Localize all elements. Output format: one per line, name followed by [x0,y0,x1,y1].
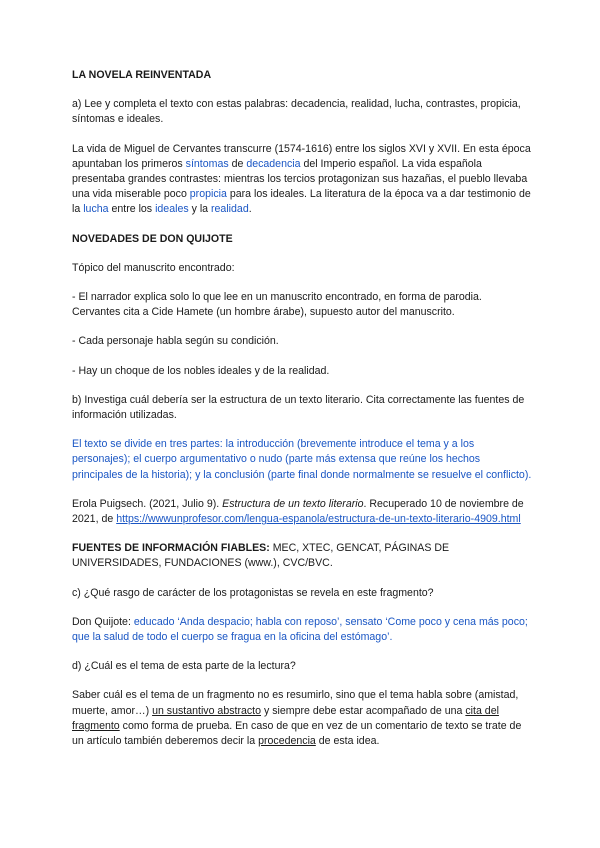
para-text: para los ideales. La literatura de la época va a dar testimonio de la [72,188,531,216]
citation-work: Estructura de un texto literario [222,497,364,510]
bullet-item: - Cada personaje habla según su condición. [72,335,279,348]
question-d: d) ¿Cuál es el tema de esta parte de la lectura? [72,660,296,673]
filled-word: decadencia [246,157,301,170]
para-text: . [248,203,252,216]
answer-b: El texto se divide en tres partes: la introducción (brevemente introduce el tema y a los personajes); el cuerpo argumentativo o nudo (parte más extensa que reúne los hechos principales de la historia); y la conclusión (parte final donde normalmente se resuelve el conflicto). [72,438,532,481]
answer-c-text: educado ‘Anda despacio; habla con reposo’, sensato ‘Come poco y cena más poco; que la salud de todo el cuerpo se fragua en la oficina del estómago’. [72,615,528,644]
question-a: a) Lee y completa el texto con estas palabras: decadencia, realidad, lucha, contrastes, propicia, síntomas e ideales. [72,98,521,126]
filled-word: síntomas [185,157,229,170]
underlined-term: cita del fragmento [72,704,499,732]
document-page [72,68,532,749]
underlined-term: un sustantivo abstracto [152,704,262,717]
answer-d-text: Saber cuál es el tema de un fragmento no es resumirlo, sino que el tema habla sobre (amistad, muerte, amor…) [72,689,519,717]
section-title-novela: LA NOVELA REINVENTADA [72,69,212,81]
question-c: c) ¿Qué rasgo de carácter de los protagonistas se revela en este fragmento? [72,586,434,599]
answer-c [72,615,532,645]
answer-d [72,688,532,749]
answer-d-text: como forma de prueba. En caso de que en vez de un comentario de texto se trate de un artículo también deberemos decir la [72,719,522,748]
answer-d-text: y siempre debe estar acompañado de una [261,704,466,717]
section-title-novedades: NOVEDADES DE DON QUIJOTE [72,232,233,245]
citation-link[interactable]: https://wwwunprofesor.com/lengua-espanola/estructura-de-un-texto-literario-4909.html [116,513,521,526]
para-text: entre los [108,203,156,216]
fuentes-text: MEC, XTEC, GENCAT, PÁGINAS DE UNIVERSIDADES, FUNDACIONES (www.), CVC/BVC. [72,542,450,570]
fuentes-note [72,541,532,571]
answer-d-text: de esta idea. [315,735,380,748]
para-text: del Imperio español. La vida española presentaba grandes contrastes: mientras los tercios protagonizan sus hazañas, el pueblo llevaba una vida miserable poco [72,157,528,201]
citation-rest: . Recuperado 10 de noviembre de 2021, de [72,497,524,526]
question-b: b) Investiga cuál debería ser la estructura de un texto literario. Cita correctamente las fuentes de información utilizadas. [72,393,525,422]
filled-word: realidad [211,203,249,216]
filled-word: propicia [189,188,227,201]
citation [72,497,532,527]
answer-c-label: Don Quijote: [72,615,134,628]
filled-word: ideales [155,203,189,216]
filled-word: lucha [83,203,109,216]
para-text: La vida de Miguel de Cervantes transcurre (1574-1616) entre los siglos XVI y XVII. En esta época apuntaban los primeros [72,142,531,170]
completed-paragraph [72,142,532,218]
topico-label: Tópico del manuscrito encontrado: [72,261,235,274]
citation-author: Erola Puigsech. (2021, Julio 9). [72,497,223,510]
underlined-term: procedencia [258,735,316,748]
para-text: de [228,157,247,170]
bullet-item: - El narrador explica solo lo que lee en un manuscrito encontrado, en forma de parodia. Cervantes cita a Cide Hamete (un hombre árabe), supuesto autor del manuscrito. [72,291,482,319]
fuentes-label: FUENTES DE INFORMACIÓN FIABLES: [72,542,270,555]
para-text: y la [188,203,212,216]
bullet-item: - Hay un choque de los nobles ideales y de la realidad. [72,364,330,377]
